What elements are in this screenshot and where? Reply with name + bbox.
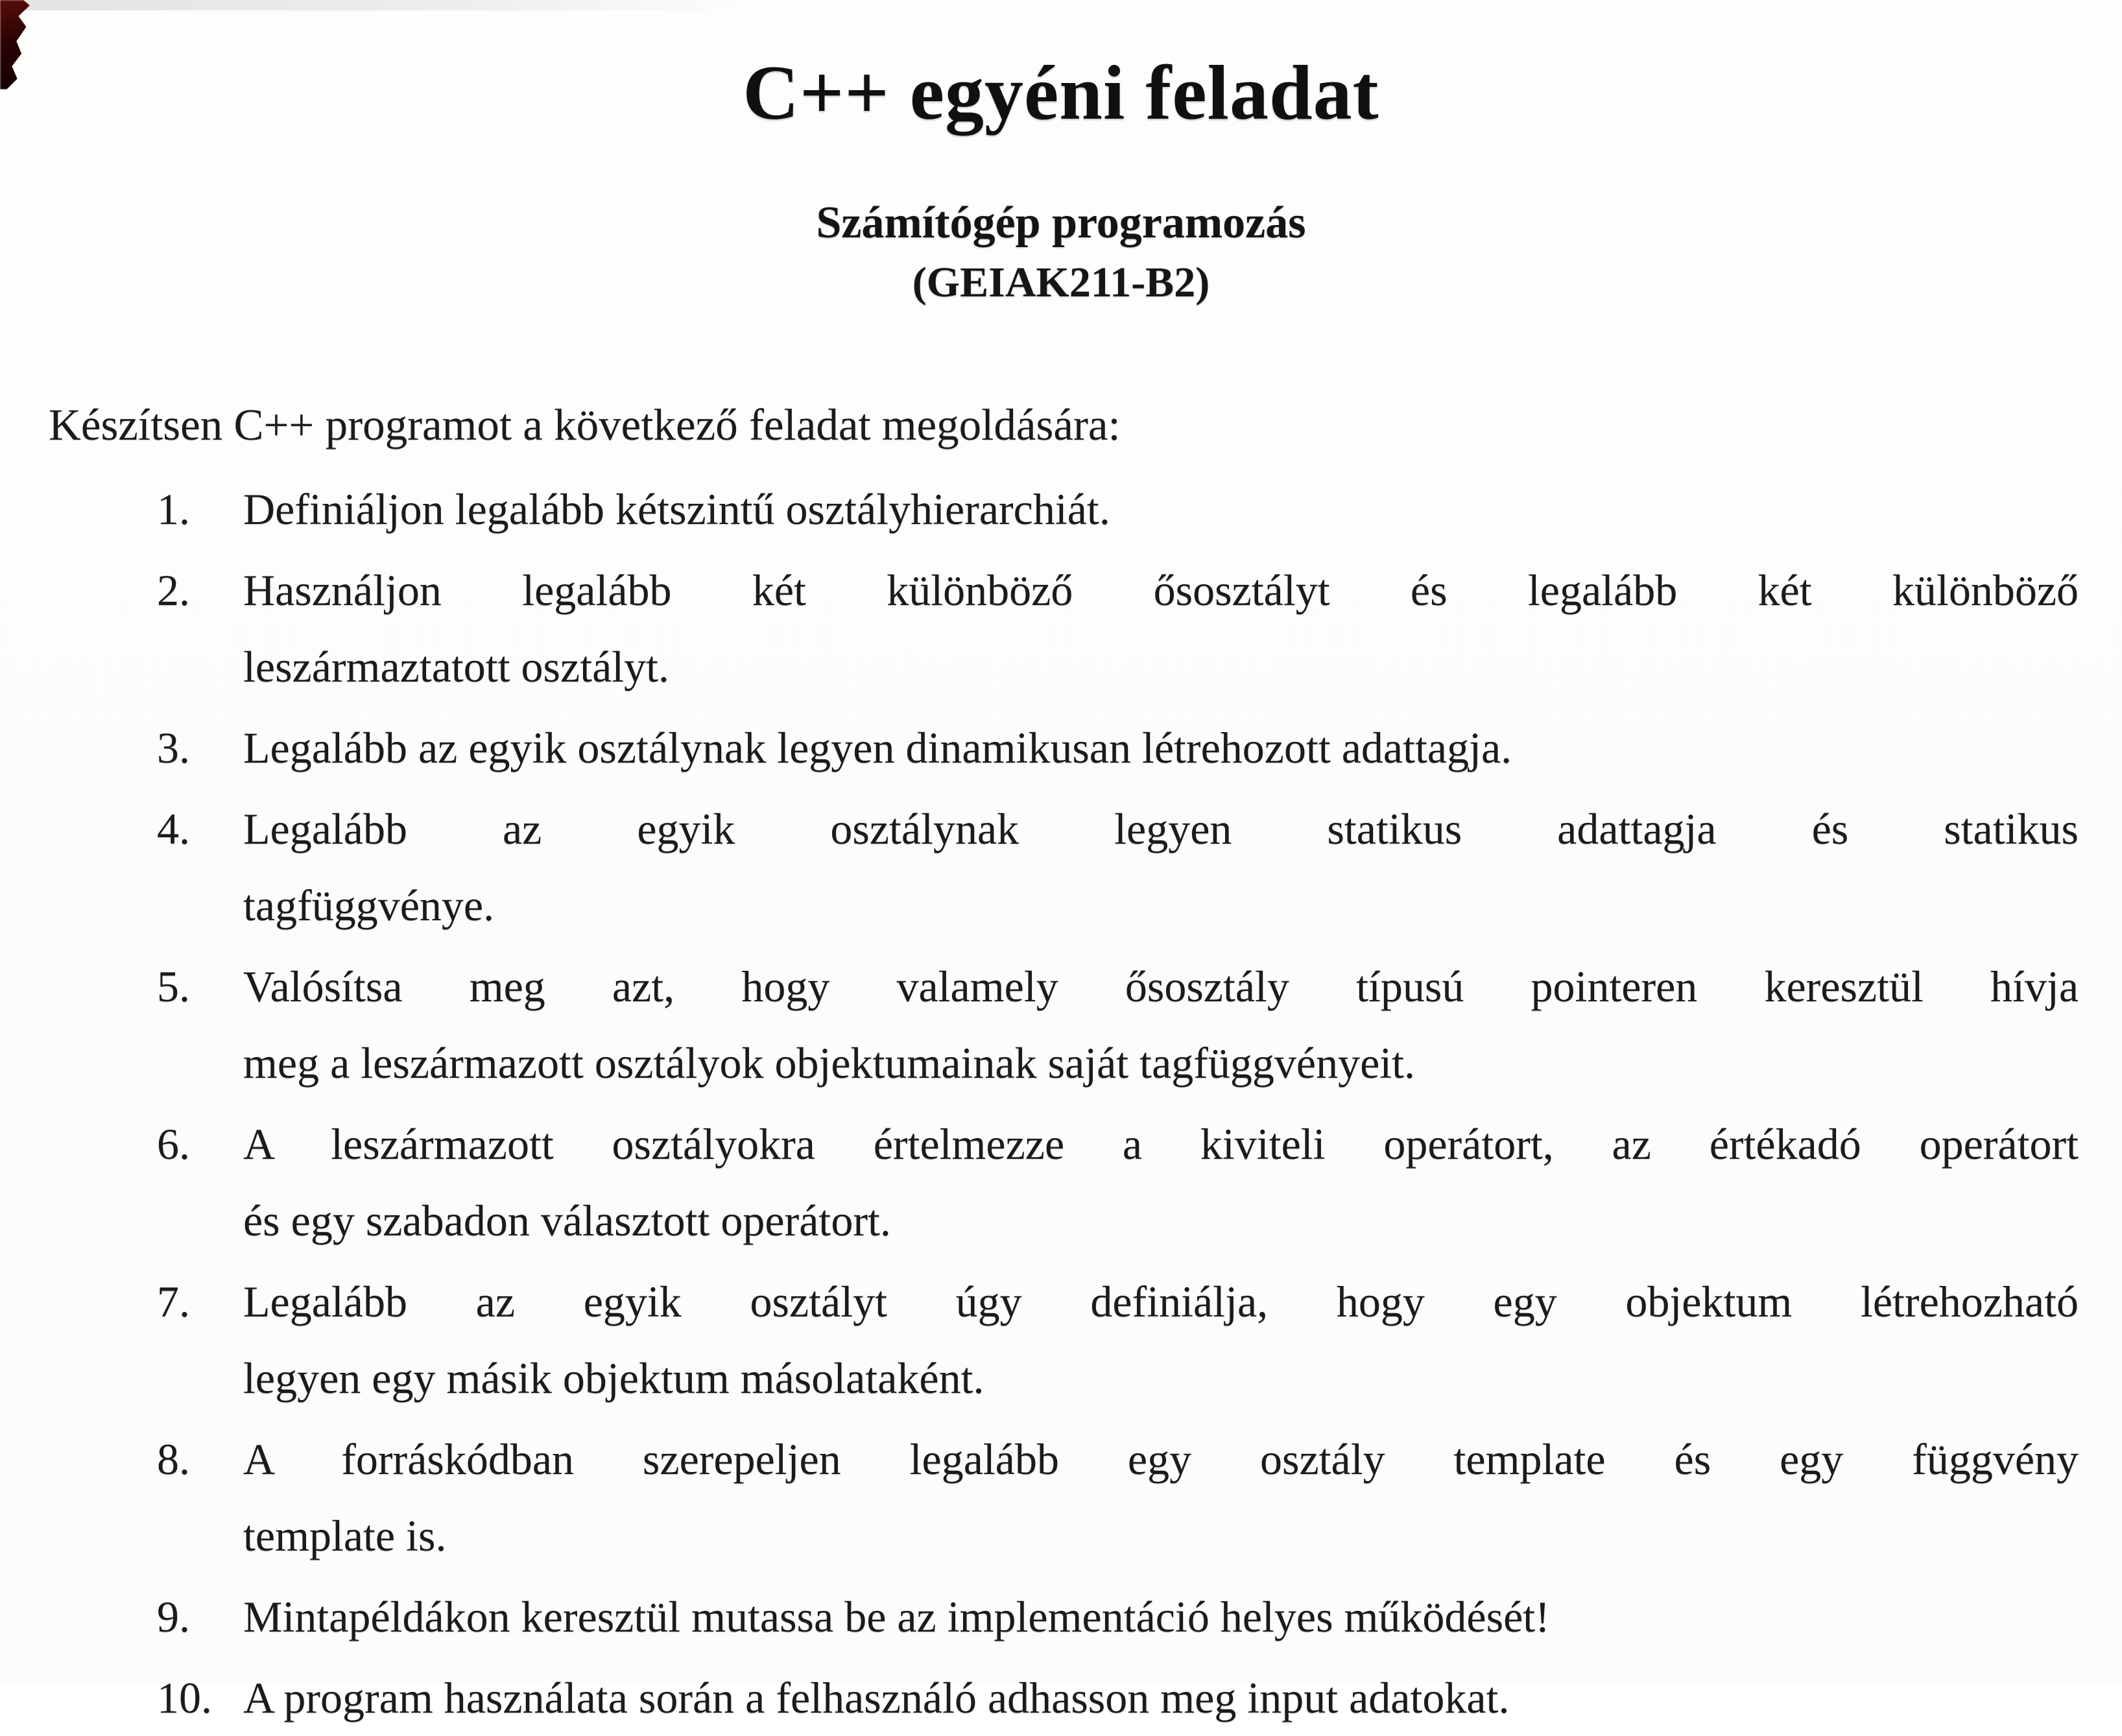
task-line: Használjon legalább két különböző ősosztályt és legalább két különböző [243, 565, 2079, 615]
task-number: 5. [157, 962, 190, 1011]
course-code: (GEIAK211-B2) [912, 259, 1210, 306]
task-item-3 [157, 709, 2079, 786]
task-item-8 [157, 1421, 2079, 1574]
task-number: 2. [157, 565, 190, 615]
task-number: 7. [157, 1277, 190, 1326]
task-number: 8. [157, 1434, 190, 1484]
task-line: Valósítsa meg azt, hogy valamely ősosztály típusú pointeren keresztül hívja [243, 962, 2079, 1011]
task-line: legyen egy másik objektum másolataként. [243, 1353, 984, 1403]
task-number: 3. [157, 723, 190, 772]
task-line: Legalább az egyik osztálynak legyen statikus adattagja és statikus [243, 804, 2079, 853]
task-list [0, 471, 2122, 1736]
task-line: Legalább az egyik osztálynak legyen dinamikusan létrehozott adattagja. [243, 723, 1512, 772]
task-line: A leszármazott osztályokra értelmezze a kiviteli operátort, az értékadó operátort [243, 1119, 2079, 1169]
task-line: Mintapéldákon keresztül mutassa be az implementáció helyes működését! [243, 1592, 1550, 1641]
task-item-10 [157, 1659, 2079, 1736]
task-text [243, 709, 2079, 786]
task-line: Definiáljon legalább kétszintű osztályhierarchiát. [243, 484, 1110, 534]
task-number: 6. [157, 1119, 190, 1169]
task-text [243, 791, 2079, 944]
task-item-1 [157, 471, 2079, 547]
task-text [243, 1421, 2079, 1574]
task-line: Legalább az egyik osztályt úgy definiálja, hogy egy objektum létrehozható [243, 1277, 2079, 1326]
course-name: Számítógép programozás [816, 198, 1306, 248]
task-line: A program használata során a felhasználó adhasson meg input adatokat. [243, 1673, 1510, 1722]
task-item-7 [157, 1263, 2079, 1416]
task-item-6 [157, 1106, 2079, 1259]
task-text [243, 471, 2079, 547]
task-line: meg a leszármazott osztályok objektumainak saját tagfüggvényeit. [243, 1038, 1416, 1088]
task-text [243, 1578, 2079, 1655]
task-item-2 [157, 552, 2079, 705]
task-item-9 [157, 1578, 2079, 1655]
task-line: és egy szabadon választott operátort. [243, 1196, 891, 1245]
task-number: 4. [157, 804, 190, 853]
task-number: 9. [157, 1592, 190, 1641]
task-item-5 [157, 948, 2079, 1101]
task-line: leszármaztatott osztályt. [243, 642, 670, 691]
task-number: 1. [157, 484, 190, 534]
task-text [243, 948, 2079, 1101]
document-title: C++ egyéni feladat [743, 49, 1379, 136]
task-line: template is. [243, 1511, 447, 1560]
task-item-4 [157, 791, 2079, 944]
task-text [243, 1659, 2079, 1736]
task-number: 10. [157, 1673, 212, 1722]
task-text [243, 1263, 2079, 1416]
task-text [243, 1106, 2079, 1259]
scan-edge-artifact [0, 0, 746, 10]
task-line: tagfüggvénye. [243, 881, 495, 930]
task-line: A forráskódban szerepeljen legalább egy osztály template és egy függvény [243, 1434, 2079, 1484]
intro-line: Készítsen C++ programot a következő feladat megoldására: [49, 400, 1121, 449]
task-text [243, 552, 2079, 705]
